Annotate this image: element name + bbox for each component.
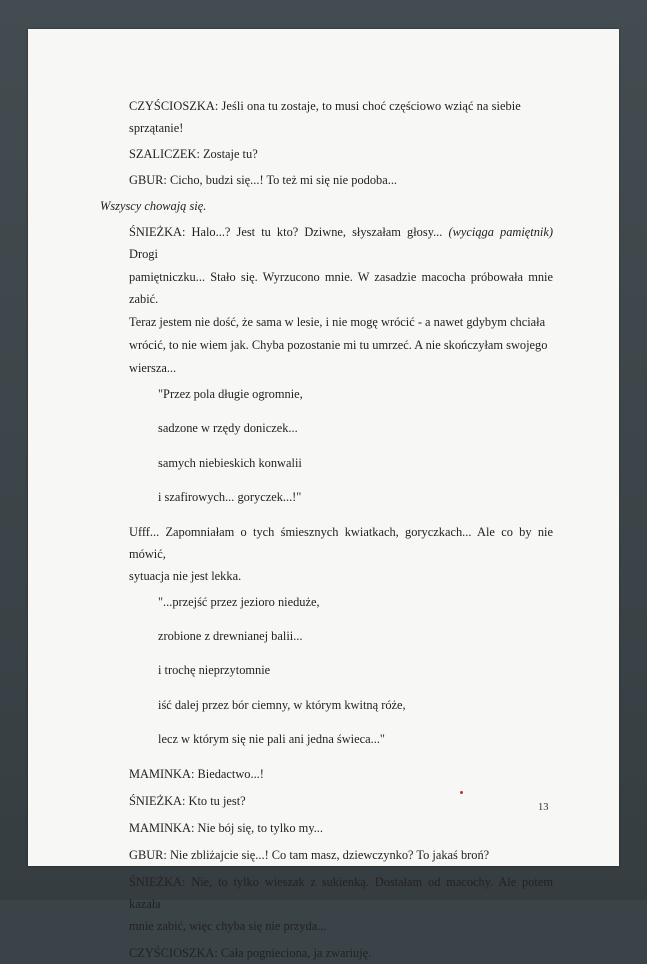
line-czyscioszka-1b: sprzątanie!	[129, 121, 184, 135]
verse-line-8: iść dalej przez bór ciemny, w którym kwitną róże,	[158, 697, 406, 712]
line-sniezka-1d: wrócić, to nie wiem jak. Chyba pozostanie mi tu umrzeć. A nie skończyłam swojego	[129, 338, 548, 352]
line-sniezka-1a	[129, 221, 553, 265]
line-szaliczek: SZALICZEK: Zostaje tu?	[129, 147, 258, 161]
verse-line-7: i trochę nieprzytomnie	[158, 663, 271, 678]
line-sniezka-1c: Teraz jestem nie dość, że sama w lesie, i nie mogę wrócić - a nawet gdybym chciała	[129, 315, 546, 329]
verse-line-5: "...przejść przez jezioro nieduże,	[158, 594, 320, 609]
line-ufff-a: Ufff... Zapomniałam o tych śmiesznych kwiatkach, goryczkach... Ale co by nie mówić,	[129, 524, 553, 561]
verse-line-1: "Przez pola długie ogromnie,	[158, 387, 303, 401]
verse-line-2: sadzone w rzędy doniczek...	[158, 421, 298, 436]
verse-line-4: i szafirowych... goryczek...!"	[158, 490, 302, 505]
line-sniezka-1e: wiersza...	[129, 361, 177, 375]
document-page	[28, 29, 619, 960]
line-maminka-2: MAMINKA: Nie bój się, to tylko my...	[129, 820, 323, 835]
line-czyscioszka-1a: CZYŚCIOSZKA: Jeśli ona tu zostaje, to musi choć częściowo wziąć na siebie	[129, 99, 521, 113]
verse-line-9: lecz w którym się nie pali ani jedna świeca..."	[158, 732, 385, 747]
line-sniezka-1b: pamiętniczku... Stało się. Wyrzucono mnie. W zasadzie macocha próbowała mnie zabić.	[129, 270, 553, 306]
page-number: 13	[538, 802, 549, 813]
line-sniezka-1a-italic: (wyciąga pamiętnik)	[448, 225, 554, 239]
line-sniezka-3b: mnie zabić, więc chyba się nie przyda...	[129, 918, 327, 933]
line-sniezka-1a-rest: Drogi	[129, 247, 158, 261]
line-sniezka-1a-text: ŚNIEŻKA: Halo...? Jest tu kto? Dziwne, słyszałam głosy...	[129, 225, 443, 239]
verse-line-6: zrobione z drewnianej balii...	[158, 628, 303, 643]
stage-direction: Wszyscy chowają się.	[100, 199, 207, 213]
line-maminka-1: MAMINKA: Biedactwo...!	[129, 766, 264, 781]
script-text	[129, 95, 553, 964]
line-sniezka-2: ŚNIEŻKA: Kto tu jest?	[129, 793, 246, 808]
line-gbur-2: GBUR: Nie zbliżajcie się...! Co tam masz, dziewczynko? To jakaś broń?	[129, 847, 490, 862]
line-ufff-b: sytuacja nie jest lekka.	[129, 568, 242, 583]
line-sniezka-3a: ŚNIEŻKA: Nie, to tylko wieszak z sukienką. Dostałam od macochy. Ale potem kazała	[129, 874, 553, 911]
verse-line-3: samych niebieskich konwalii	[158, 455, 302, 470]
line-gbur-1: GBUR: Cicho, budzi się...! To też mi się nie podoba...	[129, 173, 398, 187]
line-czyscioszka-2: CZYŚCIOSZKA: Cała pognieciona, ja zwariuję.	[129, 945, 372, 960]
